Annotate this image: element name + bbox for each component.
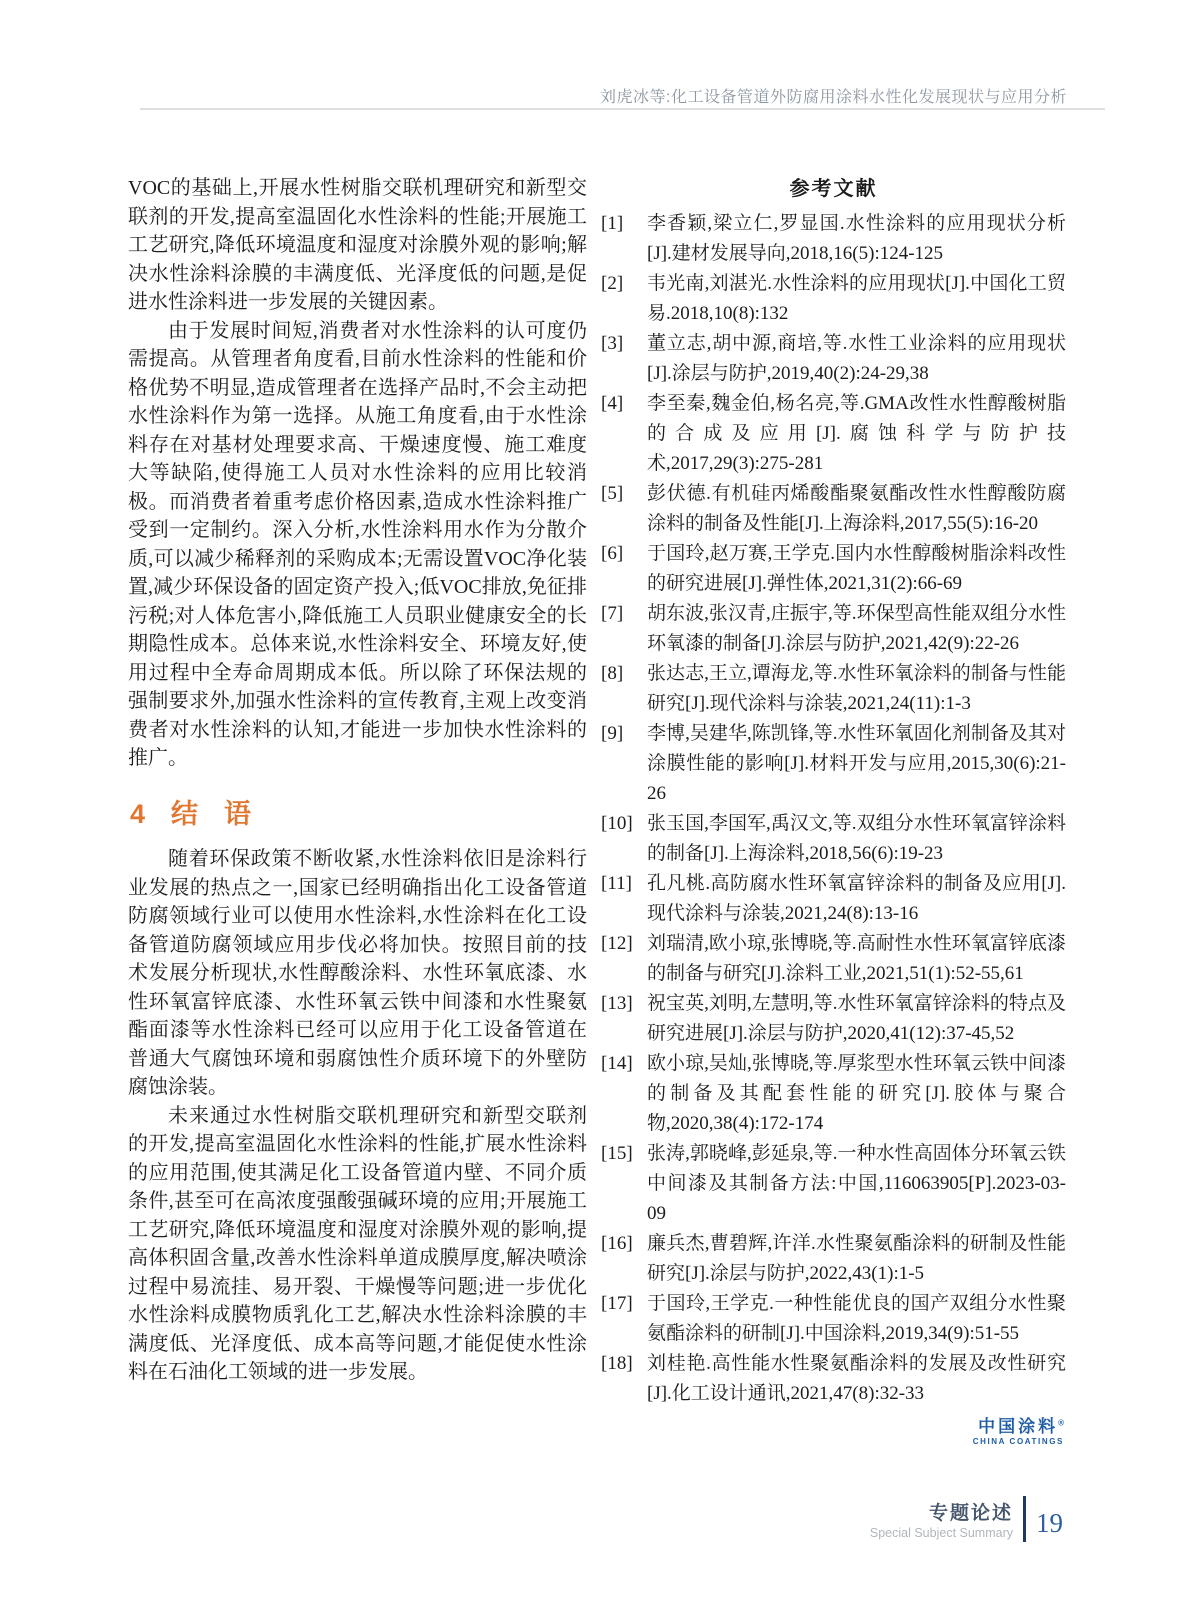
reference-label: [3] xyxy=(601,333,624,354)
reference-label: [16] xyxy=(601,1233,633,1254)
section-number: 4 xyxy=(130,798,146,829)
footer-section-cn: 专题论述 xyxy=(928,1503,1013,1524)
body-paragraph: VOC的基础上,开展水性树脂交联机理研究和新型交联剂的开发,提高室温固化水性涂料的性能;开展施工工艺研究,降低环境温度和湿度对涂膜外观的影响;解决水性涂料涂膜的丰满度低、光泽度低的问题,是促进水性涂料进一步发展的关键因素。 xyxy=(128,177,587,313)
running-title: 刘虎冰等:化工设备管道外防腐用涂料水性化发展现状与应用分析 xyxy=(600,89,1067,106)
reference-text: 孔凡桃.高防腐水性环氧富锌涂料的制备及应用[J].现代涂料与涂装,2021,24(8):13-16 xyxy=(647,873,1066,924)
reference-item xyxy=(601,329,1066,389)
china-coatings-logo xyxy=(601,1417,1066,1446)
reference-item xyxy=(601,269,1066,329)
reference-item xyxy=(601,869,1066,929)
reference-label: [11] xyxy=(601,873,632,894)
reference-item xyxy=(601,989,1066,1049)
left-column xyxy=(128,174,587,1446)
reference-text: 李香颖,梁立仁,罗显国.水性涂料的应用现状分析[J].建材发展导向,2018,16(5):124-125 xyxy=(647,213,1066,264)
footer-section-labels xyxy=(870,1498,1013,1540)
reference-item xyxy=(601,1289,1066,1349)
reference-label: [7] xyxy=(601,603,624,624)
logo-cn-text xyxy=(978,1417,1064,1437)
reference-label: [5] xyxy=(601,483,624,504)
reference-text: 刘桂艳.高性能水性聚氨酯涂料的发展及改性研究[J].化工设计通讯,2021,47(8):32-33 xyxy=(647,1353,1066,1404)
reference-label: [18] xyxy=(601,1353,633,1374)
reference-text: 于国玲,赵万赛,王学克.国内水性醇酸树脂涂料改性的研究进展[J].弹性体,2021,31(2):66-69 xyxy=(647,543,1066,594)
references-list xyxy=(601,209,1066,1409)
reference-text: 欧小琼,吴灿,张博晓,等.厚浆型水性环氧云铁中间漆的制备及其配套性能的研究[J].胶体与聚合物,2020,38(4):172-174 xyxy=(647,1053,1066,1134)
reference-text: 彭伏德.有机硅丙烯酸酯聚氨酯改性水性醇酸防腐涂料的制备及性能[J].上海涂料,2017,55(5):16-20 xyxy=(647,483,1066,534)
page-footer xyxy=(870,1496,1063,1542)
reference-label: [2] xyxy=(601,273,624,294)
reference-item xyxy=(601,929,1066,989)
footer-divider-bar xyxy=(1023,1496,1026,1542)
body-paragraph: 随着环保政策不断收紧,水性涂料依旧是涂料行业发展的热点之一,国家已经明确指出化工设备管道防腐领域行业可以使用水性涂料,水性涂料在化工设备管道防腐领域应用步伐必将加快。按照目前的技术发展分析现状,水性醇酸涂料、水性环氧底漆、水性环氧富锌底漆、水性环氧云铁中间漆和水性聚氨酯面漆等水性涂料已经可以应用于化工设备管道在普通大气腐蚀环境和弱腐蚀性介质环境下的外壁防腐蚀涂装。 xyxy=(128,848,587,1098)
reference-text: 张达志,王立,谭海龙,等.水性环氧涂料的制备与性能研究[J].现代涂料与涂装,2021,24(11):1-3 xyxy=(647,663,1066,714)
reference-label: [4] xyxy=(601,393,624,414)
reference-label: [15] xyxy=(601,1143,633,1164)
reference-item xyxy=(601,1229,1066,1289)
reference-item xyxy=(601,809,1066,869)
body-paragraph: 由于发展时间短,消费者对水性涂料的认可度仍需提高。从管理者角度看,目前水性涂料的性能和价格优势不明显,造成管理者在选择产品时,不会主动把水性涂料作为第一选择。从施工角度看,由于水性涂料存在对基材处理要求高、干燥速度慢、施工难度大等缺陷,使得施工人员对水性涂料的应用比较消极。而消费者着重考虑价格因素,造成水性涂料推广受到一定制约。深入分析,水性涂料用水作为分散介质,可以减少稀释剂的采购成本;无需设置VOC净化装置,减少环保设备的固定资产投入;低VOC排放,免征排污税;对人体危害小,降低施工人员职业健康安全的长期隐性成本。总体来说,水性涂料安全、环境友好,使用过程中全寿命周期成本低。所以除了环保法规的强制要求外,加强水性涂料的宣传教育,主观上改变消费者对水性涂料的认知,才能进一步加快水性涂料的推广。 xyxy=(128,319,587,769)
reference-item xyxy=(601,659,1066,719)
logo-en-text: CHINA COATINGS xyxy=(972,1436,1064,1446)
body-paragraph: 未来通过水性树脂交联机理研究和新型交联剂的开发,提高室温固化水性涂料的性能,扩展水性涂料的应用范围,使其满足化工设备管道内壁、不同介质条件,甚至可在高浓度强酸强碱环境的应用;开展施工工艺研究,降低环境温度和湿度对涂膜外观的影响,提高体积固含量,改善水性涂料单道成膜厚度,解决喷涂过程中易流挂、易开裂、干燥慢等问题;进一步优化水性涂料成膜物质乳化工艺,解决水性涂料涂膜的丰满度低、光泽度低、成本高等问题,才能促使水性涂料在石油化工领域的进一步发展。 xyxy=(128,1104,587,1383)
reference-label: [13] xyxy=(601,993,633,1014)
section-heading xyxy=(130,800,587,829)
reference-item xyxy=(601,599,1066,659)
reference-text: 李博,吴建华,陈凯锋,等.水性环氧固化剂制备及其对涂膜性能的影响[J].材料开发与应用,2015,30(6):21-26 xyxy=(647,723,1066,804)
reference-label: [10] xyxy=(601,813,633,834)
reference-text: 祝宝英,刘明,左慧明,等.水性环氧富锌涂料的特点及研究进展[J].涂层与防护,2020,41(12):37-45,52 xyxy=(647,993,1066,1044)
registered-mark-icon: ® xyxy=(1058,1418,1064,1428)
reference-item xyxy=(601,389,1066,479)
reference-item xyxy=(601,1349,1066,1409)
reference-item xyxy=(601,479,1066,539)
reference-item xyxy=(601,1049,1066,1139)
reference-text: 胡东波,张汉青,庄振宇,等.环保型高性能双组分水性环氧漆的制备[J].涂层与防护,2021,42(9):22-26 xyxy=(647,603,1066,654)
section-title: 结语 xyxy=(171,798,278,829)
logo-name: 中国涂料 xyxy=(978,1417,1059,1436)
reference-item xyxy=(601,1139,1066,1229)
reference-label: [8] xyxy=(601,663,624,684)
reference-item xyxy=(601,209,1066,269)
footer-section-en: Special Subject Summary xyxy=(869,1526,1013,1540)
reference-label: [14] xyxy=(601,1053,633,1074)
reference-label: [1] xyxy=(601,213,624,234)
reference-text: 于国玲,王学克.一种性能优良的国产双组分水性聚氨酯涂料的研制[J].中国涂料,2019,34(9):51-55 xyxy=(647,1293,1066,1344)
reference-label: [6] xyxy=(601,543,624,564)
reference-text: 董立志,胡中源,商培,等.水性工业涂料的应用现状[J].涂层与防护,2019,40(2):24-29,38 xyxy=(647,333,1066,384)
reference-text: 李至秦,魏金伯,杨名亮,等.GMA改性水性醇酸树脂的合成及应用[J].腐蚀科学与防护技术,2017,29(3):275-281 xyxy=(647,393,1066,474)
reference-text: 廉兵杰,曹碧辉,许洋.水性聚氨酯涂料的研制及性能研究[J].涂层与防护,2022,43(1):1-5 xyxy=(647,1233,1066,1284)
reference-label: [12] xyxy=(601,933,633,954)
header-rule xyxy=(140,108,1105,110)
page-number: 19 xyxy=(1036,1507,1063,1538)
reference-label: [17] xyxy=(601,1293,633,1314)
body-columns xyxy=(128,174,1066,1446)
reference-text: 刘瑞清,欧小琼,张博晓,等.高耐性水性环氧富锌底漆的制备与研究[J].涂料工业,2021,51(1):52-55,61 xyxy=(647,933,1066,984)
reference-text: 韦光南,刘湛光.水性涂料的应用现状[J].中国化工贸易.2018,10(8):132 xyxy=(647,273,1066,324)
references-title: 参考文献 xyxy=(789,178,878,200)
reference-item xyxy=(601,539,1066,599)
reference-text: 张玉国,李国军,禹汉文,等.双组分水性环氧富锌涂料的制备[J].上海涂料,2018,56(6):19-23 xyxy=(647,813,1066,864)
reference-text: 张涛,郭晓峰,彭延泉,等.一种水性高固体分环氧云铁中间漆及其制备方法:中国,116063905[P].2023-03-09 xyxy=(647,1143,1066,1224)
reference-label: [9] xyxy=(601,723,624,744)
reference-item xyxy=(601,719,1066,809)
right-column xyxy=(601,174,1066,1446)
